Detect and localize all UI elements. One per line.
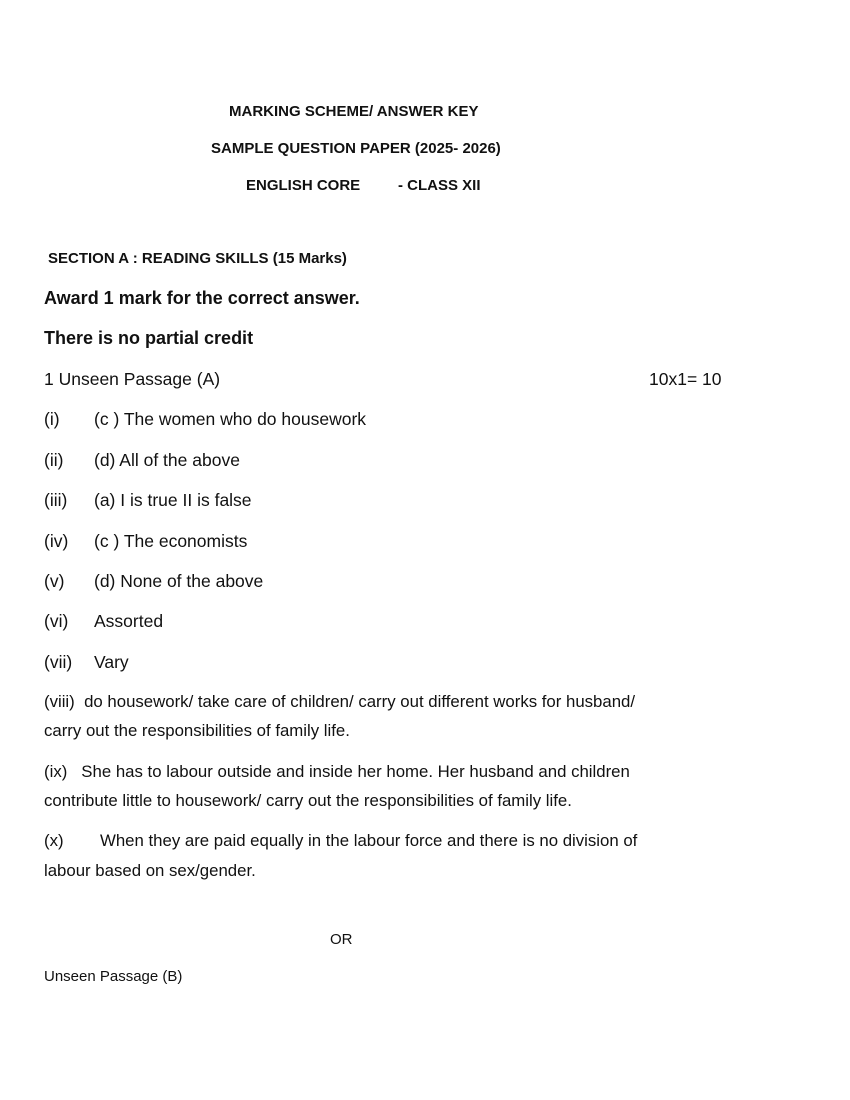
answer-text: (d) All of the above <box>94 450 240 470</box>
long-answer-line <box>44 830 637 852</box>
answer-number: (iii) <box>44 490 68 510</box>
answer-item <box>44 570 263 592</box>
answer-item <box>44 530 247 552</box>
long-answer-line <box>44 761 630 783</box>
answer-number: (viii) <box>44 692 75 711</box>
long-answer-line <box>44 691 635 713</box>
answer-item <box>44 610 163 632</box>
subject: ENGLISH CORE <box>246 177 361 194</box>
passage-a-label: 1 Unseen Passage (A) <box>44 369 221 389</box>
answer-item <box>44 449 240 471</box>
answer-number: (x) <box>44 831 64 850</box>
answer-number: (v) <box>44 571 65 591</box>
passage-b-label: Unseen Passage (B) <box>44 968 183 985</box>
answer-text: (a) I is true II is false <box>94 490 252 510</box>
answer-number: (i) <box>44 409 60 429</box>
answer-text: When they are paid equally in the labour force and there is no division of <box>100 831 638 850</box>
section-title: SECTION A : READING SKILLS (15 Marks) <box>48 250 347 267</box>
doc-title: MARKING SCHEME/ ANSWER KEY <box>229 103 479 120</box>
answer-text: She has to labour outside and inside her home. Her husband and children <box>81 762 630 781</box>
answer-text-continued: labour based on sex/gender. <box>44 861 256 880</box>
answer-item <box>44 651 129 673</box>
answer-text: (d) None of the above <box>94 571 264 591</box>
answer-text-continued: carry out the responsibilities of family life. <box>44 721 350 740</box>
answer-number: (ii) <box>44 450 64 470</box>
answer-number: (vi) <box>44 611 69 631</box>
paper-title: SAMPLE QUESTION PAPER (2025- 2026) <box>211 140 501 157</box>
class-label: - CLASS XII <box>398 177 481 194</box>
answer-text: (c ) The women who do housework <box>94 409 367 429</box>
answer-number: (vii) <box>44 652 73 672</box>
answer-text: Assorted <box>94 611 164 631</box>
answer-item <box>44 408 366 430</box>
answer-text: (c ) The economists <box>94 531 248 551</box>
answer-text-continued: contribute little to housework/ carry out the responsibilities of family life. <box>44 791 572 810</box>
or-separator: OR <box>330 931 353 948</box>
passage-a-marks: 10x1= 10 <box>649 369 722 389</box>
answer-text: Vary <box>94 652 129 672</box>
answer-text: do housework/ take care of children/ carry out different works for husband/ <box>84 692 636 711</box>
instruction-1: Award 1 mark for the correct answer. <box>44 288 360 308</box>
answer-item <box>44 489 252 511</box>
answer-number: (ix) <box>44 762 68 781</box>
answer-number: (iv) <box>44 531 69 551</box>
instruction-2: There is no partial credit <box>44 328 254 348</box>
